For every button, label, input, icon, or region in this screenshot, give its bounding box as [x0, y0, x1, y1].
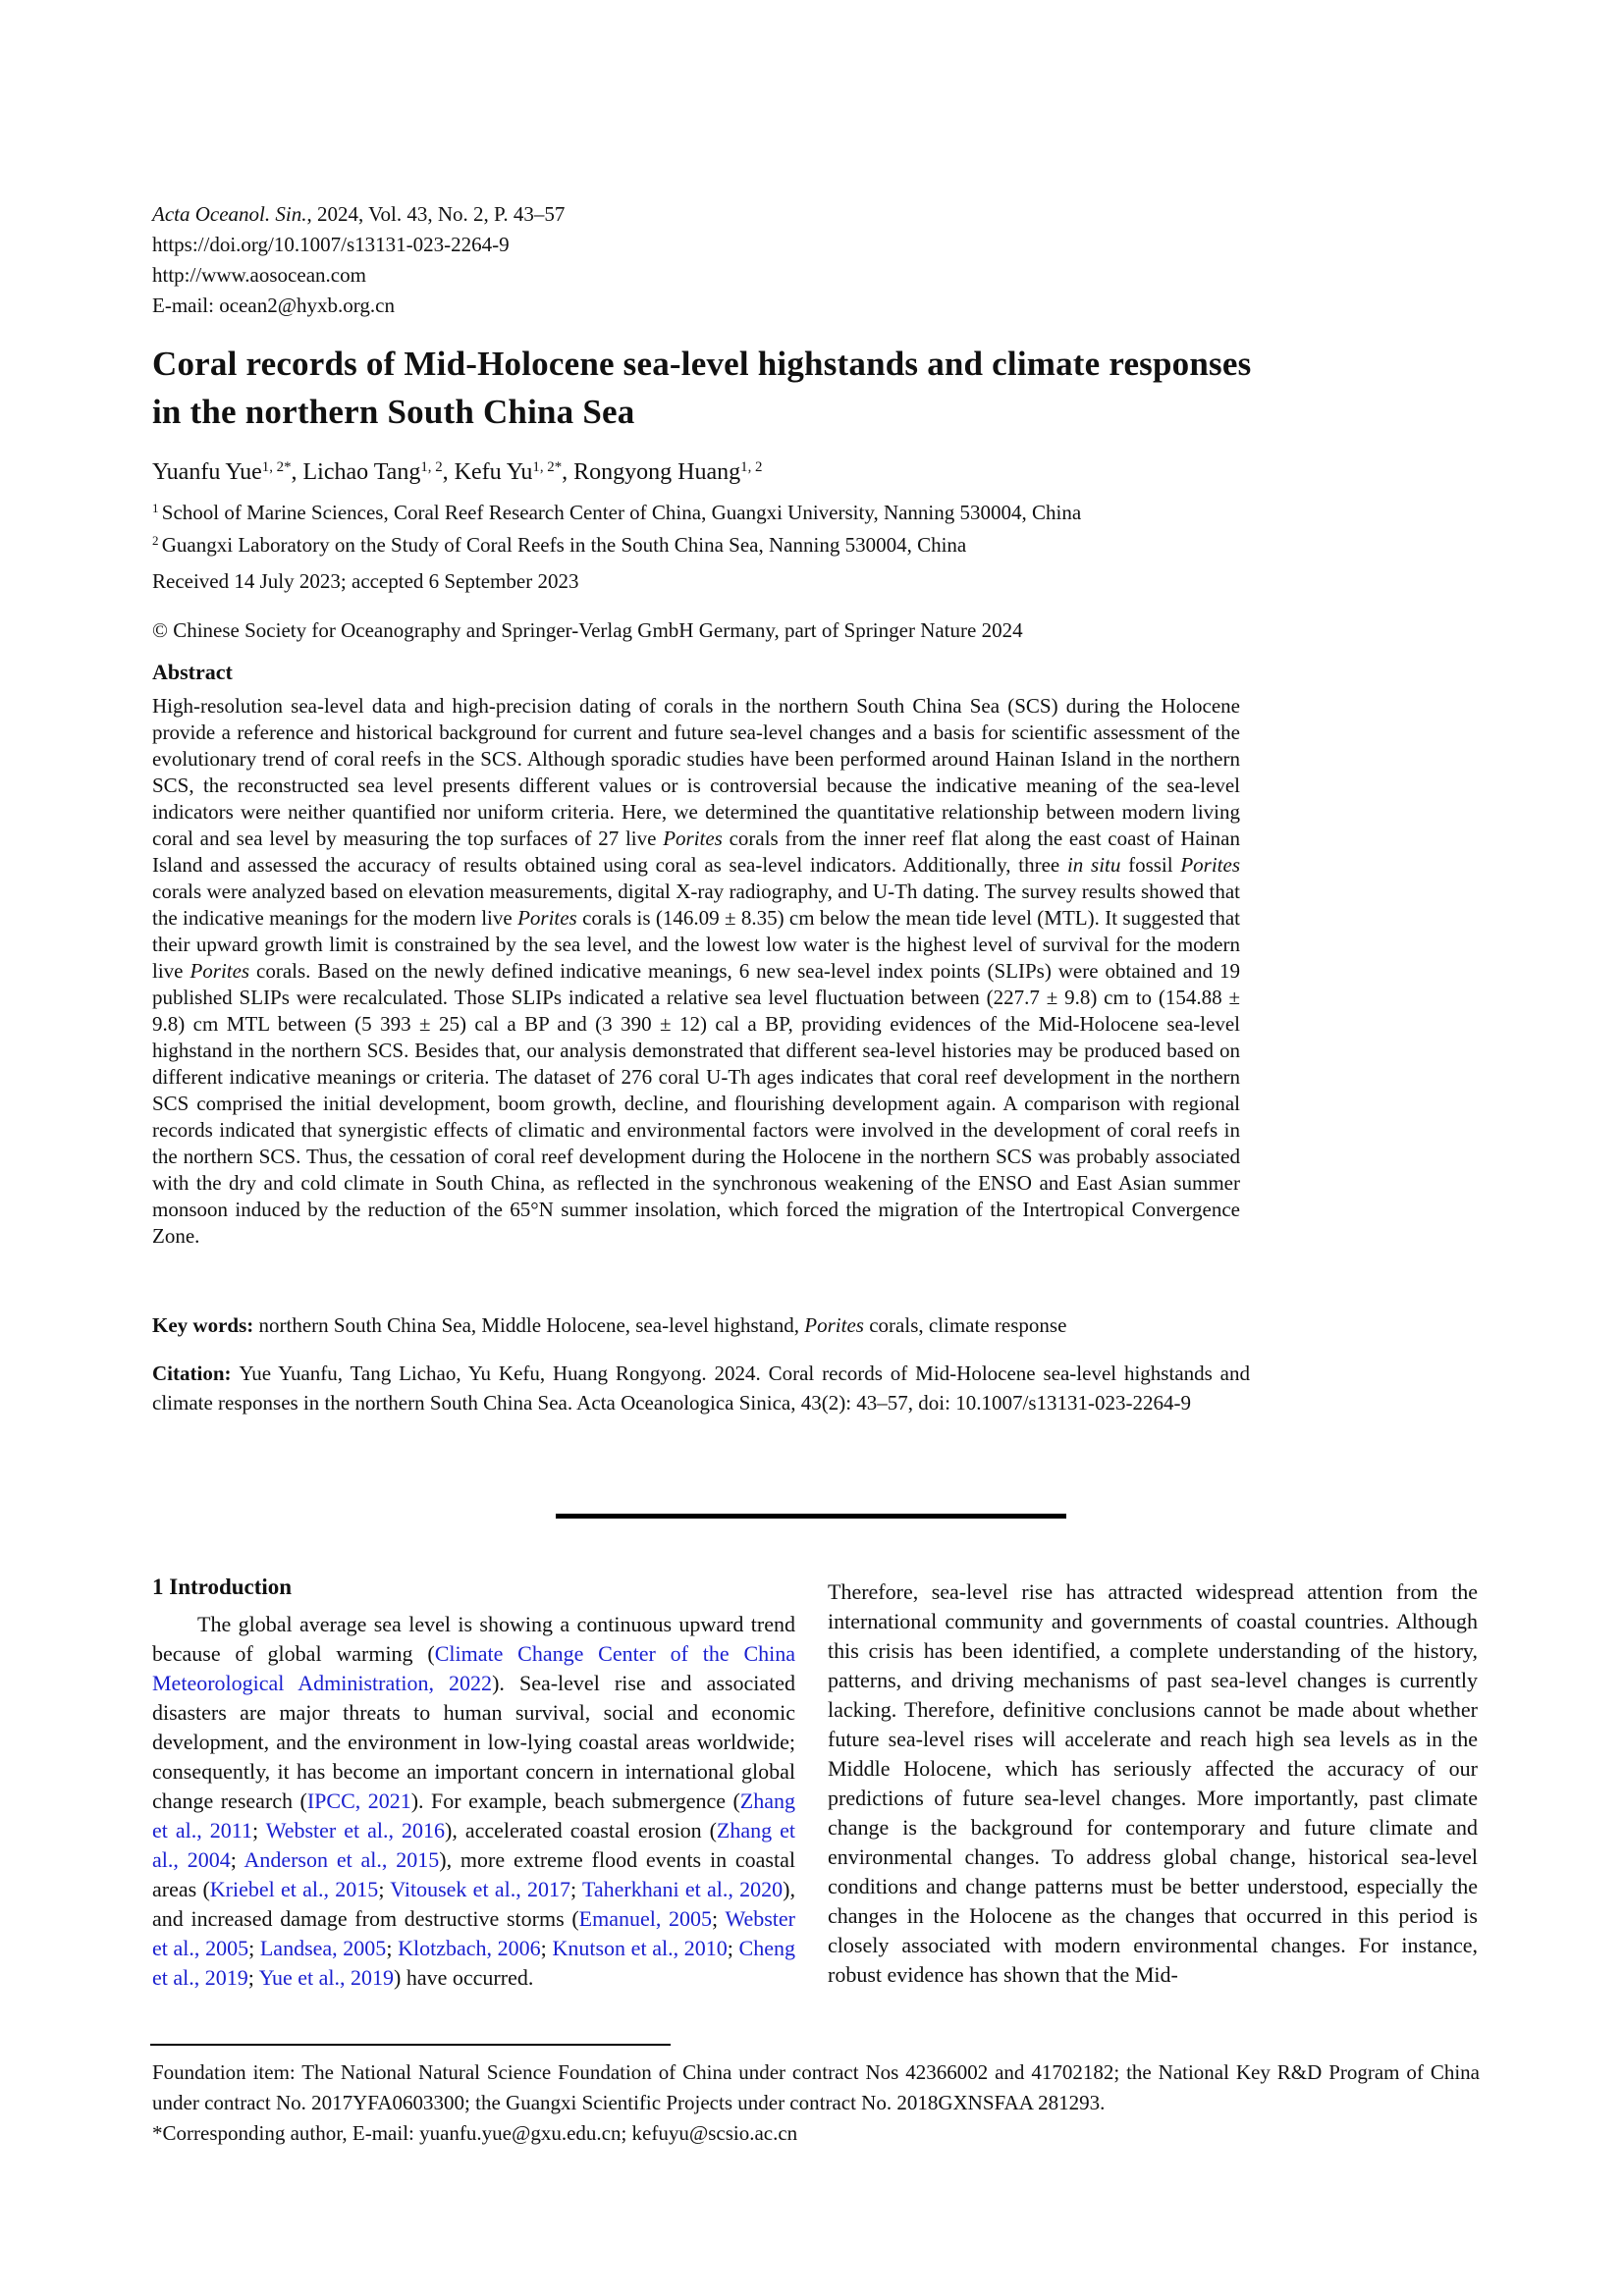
text-segment: 1, 2*	[261, 459, 292, 476]
text-segment: 1, 2*	[532, 459, 563, 476]
text-segment: 1, 2	[740, 459, 763, 476]
affiliation-2	[152, 533, 966, 558]
affiliation-1	[152, 501, 1081, 525]
footnote-rule	[150, 2044, 671, 2046]
text-segment: 1, 2	[420, 459, 443, 476]
journal-line	[152, 199, 565, 230]
text-segment: ;	[247, 1965, 259, 1990]
text-segment: fossil	[1120, 853, 1181, 877]
text-segment: Yuanfu Yue	[152, 459, 262, 485]
section-heading-introduction: 1 Introduction	[152, 1575, 293, 1599]
citation-link[interactable]: Landsea, 2005	[259, 1936, 387, 1960]
citation-link[interactable]: IPCC, 2021	[306, 1789, 411, 1813]
text-segment: northern South China Sea, Middle Holocene, sea-level highstand,	[258, 1313, 805, 1337]
text-segment: ;	[712, 1906, 726, 1931]
text-segment: Guangxi Laboratory on the Study of Coral Reefs in the South China Sea, Nanning 530004, China	[161, 533, 967, 557]
text-segment: Therefore, sea-level rise has attracted widespread attention from the international community and governments of coastal countries. Although this crisis has been identified, a complete understanding of the history, patterns, and driving mechanisms of past sea-level changes is currently lacking. Therefore, definitive conclusions cannot be made about whether future sea-level rises will accelerate and reach high sea levels as in the Middle Holocene, which has seriously affected the accuracy of our predictions of future sea-level changes. More importantly, past climate change is the background for contemporary and future climate and environmental changes. To address global change, historical sea-level conditions and change patterns must be better understood, especially the changes in the Holocene as the changes that occurred in this period is closely associated with modern environmental changes. For instance, robust evidence has shown that the Mid-	[828, 1579, 1478, 1987]
text-segment: ;	[230, 1847, 244, 1872]
text-segment: ;	[727, 1936, 739, 1960]
text-segment: ), accelerated coastal erosion (	[445, 1818, 717, 1842]
text-segment: , Kefu Yu	[442, 459, 533, 485]
copyright-line: © Chinese Society for Oceanography and Springer-Verlag GmbH Germany, part of Springer Nature 2024	[152, 618, 1023, 642]
text-segment: , Lichao Tang	[291, 459, 421, 485]
text-segment: School of Marine Sciences, Coral Reef Research Center of China, Guangxi University, Nanning 530004, China	[161, 501, 1082, 524]
citation-link[interactable]: Klotzbach, 2006	[398, 1936, 541, 1960]
text-segment: Porites	[1180, 853, 1240, 877]
citation-link[interactable]: Webster et al., 2016	[265, 1818, 445, 1842]
citation-block	[152, 1359, 1250, 1417]
text-segment: ), and increased damage from destructive storms (	[152, 1877, 795, 1931]
corresponding-author-note	[152, 2118, 1480, 2149]
text-segment: 2	[152, 533, 162, 549]
text-segment: Porites	[189, 959, 250, 983]
text-segment: corals from the inner reef flat along the east coast of Hainan Island and assessed the accuracy of results obtained using coral as sea-level indicators. Additionally, three	[152, 827, 1240, 877]
text-segment: ;	[248, 1936, 260, 1960]
text-segment: ;	[378, 1877, 391, 1901]
citation-link[interactable]: Emanuel, 2005	[578, 1906, 713, 1931]
citation-link[interactable]: Climate Change Center of the China Meteorological Administration, 2022	[152, 1641, 795, 1695]
text-segment: in situ	[1066, 853, 1121, 877]
abstract-heading: Abstract	[152, 660, 233, 684]
text-segment: Yue Yuanfu, Tang Lichao, Yu Kefu, Huang Rongyong. 2024. Coral records of Mid-Holocene sea-level highstands and climate responses in the northern South China Sea. Acta Oceanologica Sinica, 43(2): 43–57, doi: 10.1007/s13131-023-2264-9	[152, 1362, 1251, 1415]
citation-link[interactable]: Knutson et al., 2010	[552, 1936, 728, 1960]
text-segment: Porites	[804, 1313, 864, 1337]
text-segment: ;	[569, 1877, 582, 1901]
citation-link[interactable]: Webster et al., 2005	[152, 1906, 795, 1960]
text-segment: Porites	[517, 906, 577, 930]
doi-line: https://doi.org/10.1007/s13131-023-2264-9	[152, 233, 510, 256]
text-segment: , 2024, Vol. 43, No. 2, P. 43–57	[306, 202, 566, 226]
citation-link[interactable]: Taherkhani et al., 2020	[581, 1877, 784, 1901]
foundation-item-note	[152, 2057, 1480, 2118]
text-segment: ;	[386, 1936, 399, 1960]
text-segment: ;	[540, 1936, 553, 1960]
text-segment: Key words:	[152, 1313, 259, 1337]
text-segment: Foundation item: The National Natural Science Foundation of China under contract Nos 42366002 and 41702182; the National Key R&D Program of China under contract No. 2017YFA0603300; the Guangxi Scientific Projects under contract No. 2018GXNSFAA 281293.	[152, 2060, 1480, 2114]
journal-info-block	[152, 199, 565, 321]
page-title: Coral records of Mid-Holocene sea-level highstands and climate responses in the northern South China Sea	[152, 345, 1252, 431]
abstract-text	[152, 693, 1240, 1250]
website-line: http://www.aosocean.com	[152, 263, 366, 287]
intro-left-column	[152, 1610, 795, 1993]
text-segment: Acta Oceanol. Sin.	[152, 202, 307, 226]
text-segment: corals, climate response	[863, 1313, 1067, 1337]
text-segment: ;	[251, 1818, 266, 1842]
text-segment: Citation:	[152, 1362, 240, 1385]
text-segment: *Corresponding author, E-mail: yuanfu.yue@gxu.edu.cn; kefuyu@scsio.ac.cn	[152, 2121, 798, 2145]
text-segment: Porites	[663, 827, 723, 850]
author-line	[152, 459, 762, 486]
citation-link[interactable]: Yue et al., 2019	[258, 1965, 395, 1990]
footnote-block	[152, 2057, 1480, 2149]
text-segment: ) have occurred.	[394, 1965, 534, 1990]
text-segment: 1	[152, 501, 162, 516]
text-segment: ), more extreme flood events in coastal areas (	[152, 1847, 795, 1901]
text-segment: , Rongyong Huang	[562, 459, 741, 485]
received-dates: Received 14 July 2023; accepted 6 September 2023	[152, 569, 579, 593]
citation-link[interactable]: Anderson et al., 2015	[244, 1847, 440, 1872]
citation-link[interactable]: Vitousek et al., 2017	[390, 1877, 570, 1901]
citation-link[interactable]: Kriebel et al., 2015	[209, 1877, 379, 1901]
section-divider	[556, 1514, 1066, 1519]
text-segment: corals were analyzed based on elevation measurements, digital X-ray radiography, and U-Th dating. The survey results showed that the indicative meanings for the modern live	[152, 880, 1240, 930]
text-segment: The global average sea level is showing a continuous upward trend because of global warming (	[152, 1612, 795, 1666]
text-segment: corals is (146.09 ± 8.35) cm below the mean tide level (MTL). It suggested that their upward growth limit is constrained by the sea level, and the lowest low water is the highest level of survival for the modern live	[152, 906, 1241, 983]
citation-link[interactable]: Zhang et al., 2011	[152, 1789, 795, 1842]
journal-email-line: E-mail: ocean2@hyxb.org.cn	[152, 294, 395, 317]
keywords-line	[152, 1313, 1257, 1338]
intro-right-column	[828, 1577, 1478, 1990]
citation-link[interactable]: Cheng et al., 2019	[152, 1936, 795, 1990]
citation-link[interactable]: Zhang et al., 2004	[152, 1818, 796, 1872]
text-segment: ). Sea-level rise and associated disasters are major threats to human survival, social and economic development, and the environment in low-lying coastal areas worldwide; consequently, it has become an important concern in international global change research (	[152, 1671, 795, 1813]
text-segment: ). For example, beach submergence (	[410, 1789, 740, 1813]
text-segment: corals. Based on the newly defined indicative meanings, 6 new sea-level index points (SLIPs) were obtained and 19 published SLIPs were recalculated. Those SLIPs indicated a relative sea level fluctuation between (227.7 ± 9.8) cm to (154.88 ± 9.8) cm MTL between (5 393 ± 25) cal a BP and (3 390 ± 12) cal a BP, providing evidences of the Mid-Holocene sea-level highstand in the northern SCS. Besides that, our analysis demonstrated that different sea-level histories may be produced based on different indicative meanings or criteria. The dataset of 276 coral U-Th ages indicates that coral reef development in the northern SCS comprised the initial development, boom growth, decline, and flourishing development again. A comparison with regional records indicated that synergistic effects of climatic and environmental factors were involved in the development of coral reefs in the northern SCS. Thus, the cessation of coral reef development during the Holocene in the northern SCS was probably associated with the dry and cold climate in South China, as reflected in the synchronous weakening of the ENSO and East Asian summer monsoon induced by the reduction of the 65°N summer insolation, which forced the migration of the Intertropical Convergence Zone.	[152, 959, 1241, 1248]
text-segment: High-resolution sea-level data and high-precision dating of corals in the northern South China Sea (SCS) during the Holocene provide a reference and historical background for current and future sea-level changes and a basis for scientific assessment of the evolutionary trend of coral reefs in the SCS. Although sporadic studies have been performed around Hainan Island in the northern SCS, the reconstructed sea level presents different values or is controversial because the indicative meaning of the sea-level indicators were neither quantified nor uniform criteria. Here, we determined the quantitative relationship between modern living coral and sea level by measuring the top surfaces of 27 live	[152, 694, 1240, 850]
